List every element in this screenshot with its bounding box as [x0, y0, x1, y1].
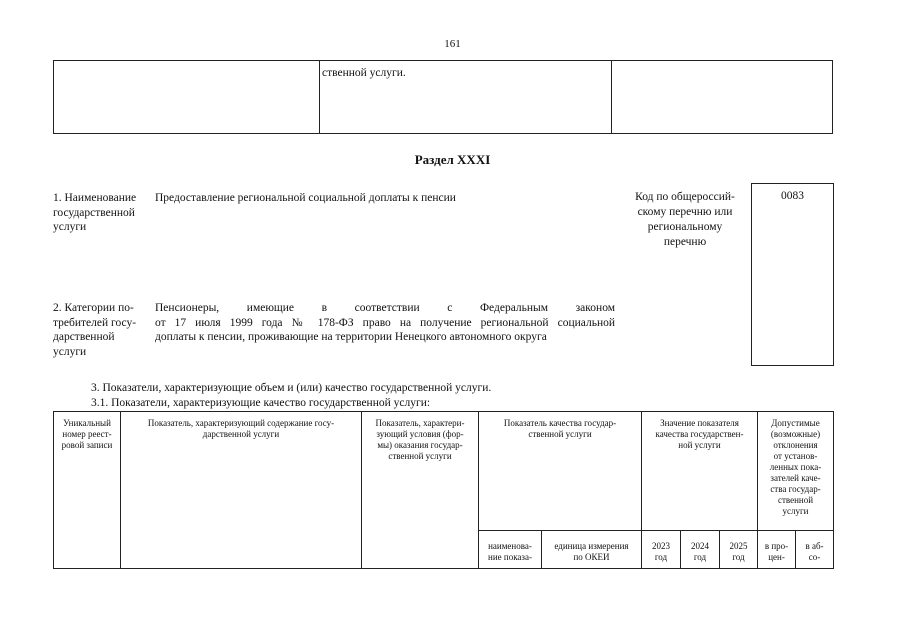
code-box [751, 183, 834, 366]
year-suffix: год [693, 552, 707, 562]
header-line: в про- [764, 541, 789, 551]
item2-value-line: от 17 июля 1999 года № 178-ФЗ право на получение региональной социальной [155, 316, 615, 329]
header-line: Показатель качества государ- [503, 418, 617, 428]
header-line: Значение показателя [660, 418, 739, 428]
header-quality-indicator [479, 418, 641, 440]
item3-subheading: 3.1. Показатели, характеризующие качество государственной услуги: [91, 397, 431, 409]
code-label-line: перечню [663, 236, 707, 248]
item2-value-line: Пенсионеры, имеющие в соответствии с Федеральным законом [155, 302, 615, 314]
year-value: 2023 [652, 541, 670, 551]
subheader-year [681, 541, 719, 563]
subheader-year [642, 541, 680, 563]
item2-label-line: услуги [53, 345, 87, 358]
header-line: ственной услуги [528, 429, 592, 439]
subheader-unit [542, 541, 641, 563]
subheader-absolute [796, 541, 833, 563]
header-line: (возможные) [770, 429, 821, 439]
header-line: Допустимые [771, 418, 820, 428]
quality-indicators-table [53, 411, 834, 569]
header-line: в аб- [805, 541, 824, 551]
header-line: Показатель, характеризующий содержание госу- [147, 418, 335, 428]
item2-label [53, 301, 136, 359]
carryover-cell-text: ственной услуги. [322, 67, 406, 79]
code-label-line: Код по общероссий- [635, 191, 735, 203]
header-line: Показатель, характери- [375, 418, 465, 428]
year-value: 2025 [729, 541, 748, 551]
header-line: дарственной услуги [202, 429, 280, 439]
header-line: со- [808, 552, 821, 562]
header-line: услуги [782, 506, 809, 516]
item2-label-line: 2. Категории по- [53, 302, 134, 314]
year-suffix: год [654, 552, 668, 562]
header-line: от установ- [773, 451, 818, 461]
header-line: Уникальный [63, 418, 111, 428]
header-line: зателей каче- [770, 473, 821, 483]
header-conditions-indicator [362, 418, 478, 462]
item2-label-line: дарственной [53, 331, 115, 343]
header-content-indicator [121, 418, 361, 440]
header-line: мы) оказания государ- [377, 440, 463, 450]
subheader-percent [758, 541, 795, 563]
header-line: зующий условия (фор- [376, 429, 464, 439]
header-line: ственной услуги [388, 451, 452, 461]
code-label [622, 190, 748, 250]
item1-label-line: услуги [53, 221, 87, 233]
code-label-line: скому перечню или [637, 206, 733, 218]
table-divider [478, 530, 833, 531]
header-line: наименова- [488, 541, 532, 551]
code-value: 0083 [781, 190, 804, 202]
item2-value-line: доплаты к пенсии, проживающие на территории Ненецкого автономного округа [155, 331, 547, 343]
item1-label [53, 191, 136, 235]
header-line: цен- [768, 552, 785, 562]
item1-label-line: 1. Наименование [53, 192, 137, 204]
item1-label-line: государственной [53, 206, 135, 219]
header-indicator-value [642, 418, 757, 451]
header-line: качества государствен- [655, 429, 744, 439]
table-divider [319, 61, 320, 133]
page-number: 161 [444, 38, 461, 50]
header-line: ние показа- [488, 552, 532, 562]
header-allowed-deviations [758, 418, 833, 517]
code-label-line: региональному [647, 221, 723, 233]
header-line: ства государ- [770, 484, 821, 494]
header-line: по ОКЕИ [573, 552, 610, 562]
year-suffix: год [732, 552, 745, 562]
header-line: ровой записи [61, 440, 113, 450]
header-line: отклонения [773, 440, 818, 450]
item1-value: Предоставление региональной социальной доплаты к пенсии [155, 192, 456, 204]
item3-heading: 3. Показатели, характеризующие объем и (или) качество государственной услуги. [91, 382, 492, 394]
header-line: номер реест- [62, 429, 112, 439]
header-line: ленных пока- [769, 462, 822, 472]
header-registry-number [55, 418, 119, 451]
table-divider [611, 61, 612, 133]
item2-label-line: требителей госу- [53, 316, 137, 329]
header-line: ной услуги [678, 440, 721, 450]
carryover-table [53, 60, 833, 134]
header-line: ственной [777, 495, 814, 505]
year-value: 2024 [691, 541, 709, 551]
item2-value [155, 301, 615, 345]
subheader-indicator-name [479, 541, 541, 563]
section-title: Раздел XXXI [414, 152, 491, 167]
subheader-year [720, 541, 757, 563]
header-line: единица измерения [554, 541, 629, 551]
